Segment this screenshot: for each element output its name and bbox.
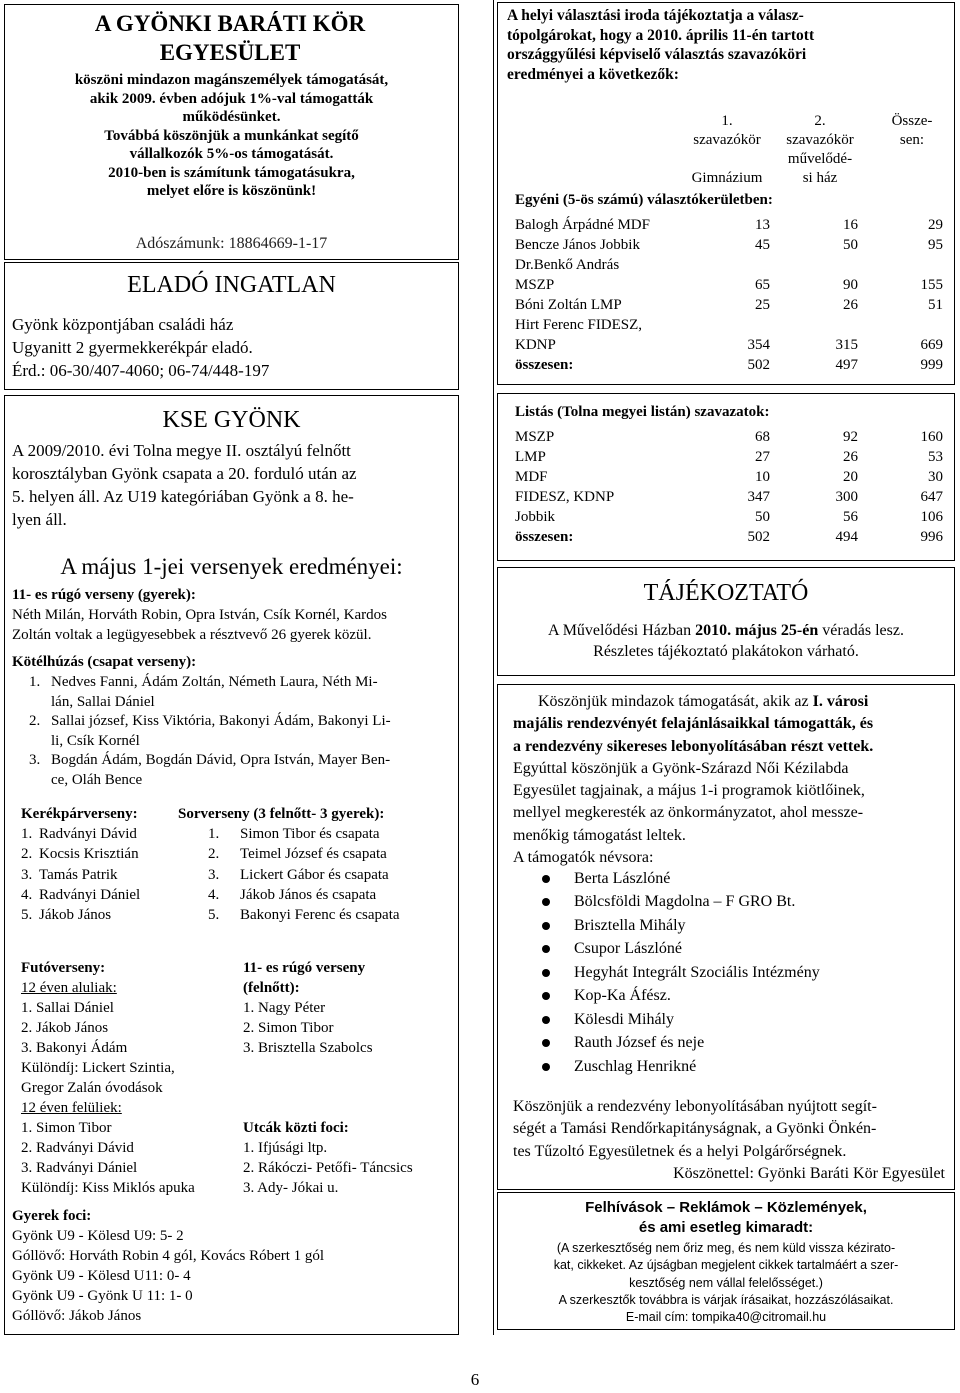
list-item: Kop-Ka Áfész. bbox=[513, 985, 820, 1009]
list-item: 2. Rákóczi- Petőfi- Táncsics bbox=[243, 1160, 413, 1176]
list-item: 2. Teimel József és csapata bbox=[208, 846, 387, 863]
street-section: Utcák közti foci: 1. Ifjúsági ltp. 2. Rákóczi- Petőfi- Táncsics 3. Ady- Jókai u. bbox=[243, 1120, 413, 1196]
list-item: 2. Kocsis Krisztián bbox=[21, 846, 139, 863]
bullet-icon bbox=[542, 922, 550, 930]
list-item: Bölcsföldi Magdolna – F GRO Bt. bbox=[513, 891, 820, 915]
row-value: 90 bbox=[843, 277, 858, 293]
list-item: 5. Jákob János bbox=[21, 907, 112, 924]
list-item: 2. Simon Tibor bbox=[243, 1020, 334, 1036]
association-title: A GYÖNKI BARÁTI KÖR EGYESÜLET bbox=[94, 11, 366, 65]
table-row bbox=[515, 506, 943, 526]
row-value: 20 bbox=[843, 469, 858, 485]
row-value: 16 bbox=[843, 217, 858, 233]
kick-kids-text: Néth Milán, Horváth Robin, Opra István, Csík Kornél, Kardos Zoltán voltak a legügyesebbek a résztvevő 26 gyerek közül. bbox=[12, 607, 387, 643]
list-item: Csupor Lászlóné bbox=[513, 938, 820, 962]
results-title: A május 1-jei versenyek eredményei: bbox=[60, 554, 403, 579]
list-item: 4. Jákob János és csapata bbox=[208, 886, 377, 903]
list-item: 4. Radványi Dániel bbox=[21, 886, 141, 903]
row-value: 29 bbox=[928, 217, 943, 233]
individual-title: Egyéni (5-ös számú) választókerületben: bbox=[515, 192, 773, 208]
page-number: 6 bbox=[470, 1370, 480, 1389]
row-label: Bencze János Jobbik bbox=[515, 237, 640, 253]
list-results-table bbox=[515, 426, 943, 546]
relay-title: Sorverseny (3 felnőtt- 3 gyerek): bbox=[178, 806, 385, 822]
row-value: 30 bbox=[928, 469, 943, 485]
kse-title: KSE GYÖNK bbox=[162, 407, 301, 433]
tax-number: Adószámunk: 18864669-1-17 bbox=[135, 235, 328, 252]
row-value: 996 bbox=[920, 529, 943, 545]
bullet-icon bbox=[542, 945, 550, 953]
row-value: 65 bbox=[755, 277, 770, 293]
relay-list bbox=[208, 824, 400, 925]
table-row bbox=[515, 446, 943, 466]
bullet-icon bbox=[542, 1016, 550, 1024]
row-value: 354 bbox=[747, 337, 770, 353]
row-value: 56 bbox=[843, 509, 858, 525]
row-label: Balogh Árpádné MDF bbox=[515, 217, 650, 233]
sale-title: ELADÓ INGATLAN bbox=[127, 272, 336, 298]
tug-title: Kötélhúzás (csapat verseny): bbox=[12, 654, 197, 670]
header-total: Össze- sen: bbox=[891, 113, 933, 148]
tug-list bbox=[29, 673, 391, 790]
row-value: 25 bbox=[755, 297, 770, 313]
row-label: MSZP bbox=[515, 429, 555, 445]
list-item: 1. Simon Tibor bbox=[21, 1120, 112, 1136]
list-item: Kölesdi Mihály bbox=[513, 1008, 820, 1032]
thanks-box bbox=[497, 684, 955, 1190]
row-label: LMP bbox=[515, 449, 546, 465]
row-value: 106 bbox=[920, 509, 943, 525]
list-item: 3. Ady- Jókai u. bbox=[243, 1180, 339, 1196]
association-box bbox=[4, 4, 459, 260]
row-label: Hirt Ferenc FIDESZ, bbox=[515, 317, 643, 333]
list-item: Rauth József és neje bbox=[513, 1032, 820, 1056]
row-label: Bóni Zoltán LMP bbox=[515, 297, 622, 313]
row-value: 27 bbox=[755, 449, 770, 465]
kick-kids-title: 11- es rúgó verseny (gyerek): bbox=[12, 587, 196, 603]
row-label: összesen: bbox=[515, 529, 574, 545]
row-value: 502 bbox=[747, 529, 770, 545]
row-label: KDNP bbox=[515, 337, 556, 353]
list-item: 1. Radványi Dávid bbox=[21, 826, 137, 842]
notice-box bbox=[497, 1192, 955, 1330]
list-item: 2. Jákob János bbox=[21, 1020, 109, 1036]
supporters-list bbox=[513, 867, 820, 1079]
list-item: 3. Bogdán Ádám, Bogdán Dávid, Opra István, Mayer Ben- ce, Oláh Bence bbox=[29, 752, 391, 788]
sports-box bbox=[4, 395, 459, 1335]
list-item: Brisztella Mihály bbox=[513, 914, 820, 938]
list-item: 1. Sallai Dániel bbox=[21, 1000, 114, 1016]
row-value: 647 bbox=[920, 489, 943, 505]
list-item: Zuschlag Henrikné bbox=[513, 1055, 820, 1079]
row-value: 497 bbox=[835, 357, 858, 373]
row-value: 95 bbox=[928, 237, 943, 253]
sale-box bbox=[4, 262, 459, 390]
list-title: Listás (Tolna megyei listán) szavazatok: bbox=[515, 404, 770, 420]
kse-text: A 2009/2010. évi Tolna megye II. osztályú felnőtt korosztályban Gyönk csapata a 20. forduló után az 5. helyen áll. Az U19 kategóriában Gyönk a 8. he- lyen áll. bbox=[12, 441, 357, 529]
bike-list bbox=[21, 824, 140, 925]
bullet-icon bbox=[542, 969, 550, 977]
bullet-icon bbox=[542, 992, 550, 1000]
row-value: 315 bbox=[835, 337, 858, 353]
sale-line-2: Ugyanitt 2 gyermekkerékpár eladó. bbox=[12, 338, 253, 357]
bullet-icon bbox=[542, 1063, 550, 1071]
bike-title: Kerékpárverseny: bbox=[21, 806, 138, 822]
row-label: összesen: bbox=[515, 357, 574, 373]
row-value: 160 bbox=[920, 429, 943, 445]
list-item: Berta Lászlóné bbox=[513, 867, 820, 891]
list-item: 2. Radványi Dávid bbox=[21, 1140, 134, 1156]
row-value: 50 bbox=[755, 509, 770, 525]
sale-contact: Érd.: 06-30/407-4060; 06-74/448-197 bbox=[12, 361, 270, 380]
row-value: 26 bbox=[843, 449, 858, 465]
list-item: 1. Nagy Péter bbox=[243, 1000, 326, 1016]
row-value: 669 bbox=[920, 337, 943, 353]
list-item: 1. Ifjúsági ltp. bbox=[243, 1140, 328, 1156]
notice-text: (A szerkesztőség nem őriz meg, és nem küld vissza kézirato- kat, cikkeket. Az újságban megjelent cikkek tartalmáért a szer- kesztőség nem vállal felelősséget.) A szerkesztők továbbra is várjak írásaikat, hozzászólásaikat. E-mail cím: tompika40@citromail.hu bbox=[553, 1241, 899, 1325]
row-value: 999 bbox=[920, 357, 943, 373]
list-item: Gregor Zalán óvodások bbox=[21, 1080, 163, 1096]
info-line-1: A Művelődési Házban 2010. május 25-én véradás lesz. bbox=[548, 622, 904, 639]
row-value: 13 bbox=[755, 217, 770, 233]
row-label: MDF bbox=[515, 469, 548, 485]
bullet-icon bbox=[542, 875, 550, 883]
thanks-closing: Köszönjük a rendezvény lebonyolításában nyújtott segít- ségét a Tamási Rendőrkapitányságnak, a Gyönki Önkén- tes Tűzoltó Egyesületnek és a helyi Polgárőrségnek. Köszönettel: Gyönki Baráti Kör Egyesület bbox=[513, 1096, 945, 1185]
row-value: 92 bbox=[843, 429, 858, 445]
info-title: TÁJÉKOZTATÓ bbox=[643, 580, 809, 606]
list-item: Góllövő: Horváth Robin 4 gól, Kovács Róbert 1 gól bbox=[12, 1248, 325, 1264]
list-item: Gyönk U9 - Kölesd U11: 0- 4 bbox=[12, 1268, 191, 1284]
list-item: 3. Brisztella Szabolcs bbox=[243, 1040, 373, 1056]
row-label: FIDESZ, KDNP bbox=[515, 489, 615, 505]
bullet-icon bbox=[542, 1039, 550, 1047]
row-label: Jobbik bbox=[515, 509, 556, 525]
table-row bbox=[515, 486, 943, 506]
notice-title: Felhívások – Reklámok – Közlemények, és ami esetleg kimaradt: bbox=[585, 1199, 867, 1236]
kids-football-section: Gyerek foci: Gyönk U9 - Kölesd U9: 5- 2 Góllövő: Horváth Robin 4 gól, Kovács Róbert 1 gól Gyönk U9 - Kölesd U11: 0- 4 Gyönk U9 - Gyönk U 11: 1- 0 Góllövő: Jákob János bbox=[12, 1208, 325, 1324]
header-district-2: 2. szavazókör művelődé- si ház bbox=[786, 113, 854, 186]
info-line-2: Részletes tájékoztató plakátokon várható. bbox=[593, 643, 859, 660]
row-value: 50 bbox=[843, 237, 858, 253]
row-value: 45 bbox=[755, 237, 770, 253]
table-row bbox=[515, 466, 943, 486]
bullet-icon bbox=[542, 898, 550, 906]
table-row bbox=[515, 526, 943, 546]
row-value: 51 bbox=[928, 297, 943, 313]
row-value: 502 bbox=[747, 357, 770, 373]
row-value: 300 bbox=[835, 489, 858, 505]
list-item: Hegyhát Integrált Szociális Intézmény bbox=[513, 961, 820, 985]
row-value: 68 bbox=[755, 429, 770, 445]
row-label: Dr.Benkő András bbox=[515, 257, 620, 273]
table-row bbox=[515, 426, 943, 446]
election-intro: A helyi választási iroda tájékoztatja a válasz- tópolgárokat, hogy a 2010. április 11-én tartott országgyűlési képviselő választás szavazóköri eredményei a következők: bbox=[507, 7, 815, 83]
row-value: 494 bbox=[835, 529, 858, 545]
row-value: 347 bbox=[747, 489, 770, 505]
sale-line-1: Gyönk központjában családi ház bbox=[12, 315, 234, 334]
list-item: Gyönk U9 - Kölesd U9: 5- 2 bbox=[12, 1228, 184, 1244]
list-item: 1. Nedves Fanni, Ádám Zoltán, Németh Laura, Néth Mi- lán, Sallai Dániel bbox=[29, 674, 378, 710]
adult-kick-section: 11- es rúgó verseny (felnőtt): 1. Nagy Péter 2. Simon Tibor 3. Brisztella Szabolcs bbox=[243, 960, 373, 1056]
header-district-1: 1. szavazókör Gimnázium bbox=[691, 113, 763, 186]
thanks-text: Köszönjük mindazok támogatását, akik az I. városi majális rendezvényét felajánlásaikkal támogatták, és a rendezvény sikereses lebonyolításában részt vettek. Egyúttal köszönjük a Gyönk-Szárazd Női Kézilabda Egyesület tagjainak, a május 1-i programok kiötlőinek, mellyel megkeresték az önkormányzatot, ahol messze- menőkig támogatást leltek. A támogatók névsora: bbox=[513, 693, 874, 867]
column-divider bbox=[493, 0, 494, 1335]
info-box bbox=[497, 567, 955, 676]
list-results-box bbox=[497, 393, 955, 561]
row-value: 155 bbox=[920, 277, 943, 293]
run-section: Futóverseny: 12 éven aluliak: 1. Sallai Dániel 2. Jákob János 3. Bakonyi Ádám Különdíj: Lickert Szintia, Gregor Zalán óvodások 12 éven felüliek: 1. Simon Tibor 2. Radványi Dávid 3. Radványi Dániel Különdíj: Kiss Miklós apuka bbox=[21, 960, 195, 1196]
row-value: 53 bbox=[928, 449, 943, 465]
list-item: Góllövő: Jákob János bbox=[12, 1308, 142, 1324]
election-box bbox=[497, 2, 955, 385]
list-item: Különdíj: Kiss Miklós apuka bbox=[21, 1180, 195, 1196]
list-item: 3. Lickert Gábor és csapata bbox=[208, 866, 389, 883]
row-value: 10 bbox=[755, 469, 770, 485]
list-item: Különdíj: Lickert Szintia, bbox=[21, 1060, 175, 1076]
row-value: 26 bbox=[843, 297, 858, 313]
association-text: köszöni mindazon magánszemélyek támogatását, akik 2009. évben adójuk 1%-val támogatták működésünket. Továbbá köszönjük a munkánkat segítő vállalkozók 5%-os támogatását. 2010-ben is számítunk támogatásukra, melyet előre is köszönünk! bbox=[74, 72, 389, 199]
thanks-signature: Köszönettel: Gyönki Baráti Kör Egyesület bbox=[673, 1164, 945, 1182]
list-item: 2. Sallai józsef, Kiss Viktória, Bakonyi Ádám, Bakonyi Li- li, Csík Kornél bbox=[29, 713, 391, 749]
list-item: 1. Simon Tibor és csapata bbox=[208, 826, 380, 842]
list-item: Gyönk U9 - Gyönk U 11: 1- 0 bbox=[12, 1288, 193, 1304]
list-item: 5. Bakonyi Ferenc és csapata bbox=[208, 907, 400, 924]
list-item: 3. Radványi Dániel bbox=[21, 1160, 138, 1176]
list-item: 3. Tamás Patrik bbox=[21, 866, 118, 883]
row-label: MSZP bbox=[515, 277, 555, 293]
list-item: 3. Bakonyi Ádám bbox=[21, 1040, 128, 1056]
